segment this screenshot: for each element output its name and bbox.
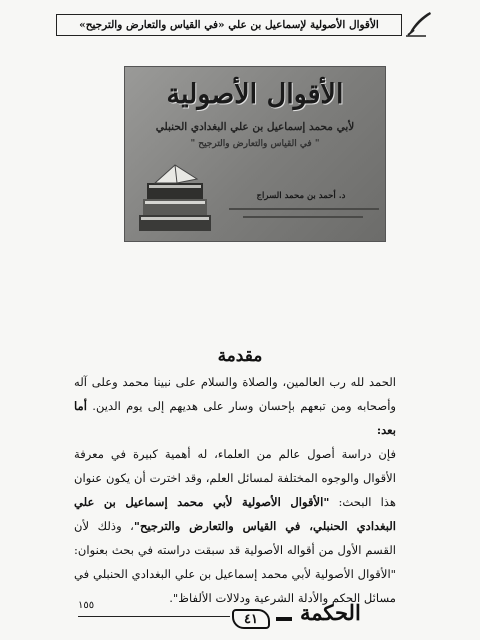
cover-title: الأقوال الأصولية: [166, 79, 344, 110]
running-header-title: الأقوال الأصولية لإسماعيل بن علي «في القياس والتعارض والترجيح»: [79, 19, 379, 31]
book-cover-image: [124, 66, 386, 242]
books-stack-icon: [135, 159, 215, 237]
research-title: "الأقوال الأصولية لأبي محمد إسماعيل بن علي البغدادي الحنبلي، في القياس والتعارض والترجيح": [74, 495, 396, 533]
issue-number-badge: [232, 609, 270, 629]
cover-author: د. أحمد بن محمد السراج: [256, 191, 346, 201]
body-text: [74, 370, 396, 610]
running-header: [56, 14, 402, 36]
cover-tagline: " في القياس والتعارض والترجيح ": [190, 139, 320, 149]
page-number: ١٥٥: [78, 600, 95, 611]
paragraph-text: فإن دراسة أصول عالم من العلماء، له أهمية كبيرة في معرفة الأقوال والوجوه المختلفة لمسائل العلم، وقد اخترت أن يكون عنوان هذا البحث:: [74, 447, 396, 509]
footer-rule: [78, 616, 230, 617]
issue-number: ٤١: [244, 611, 258, 627]
paragraph: [74, 442, 396, 610]
footer-separator: [276, 617, 292, 621]
cover-author-affiliation-line: [229, 208, 379, 210]
cover-author-affiliation-line: [243, 216, 363, 218]
paragraph: [74, 370, 396, 442]
paragraph-bold: أما بعد:: [74, 399, 396, 437]
journal-logo: الحكمة: [300, 600, 361, 625]
cover-subtitle: لأبي محمد إسماعيل بن علي البغدادي الحنبلي: [155, 121, 355, 133]
paragraph-text: ، وذلك لأن القسم الأول من أقواله الأصولية قد سبقت دراسته في بحث بعنوان: "الأقوال الأصولية لأبي محمد إسماعيل بن علي البغدادي الحنبلي في مسائل الحكم والأدلة الشرعية ودلالات الألفاظ".: [74, 519, 396, 605]
paragraph-text: الحمد لله رب العالمين، والصلاة والسلام على نبينا محمد وعلى آله وأصحابه ومن تبعهم بإحسان وسار على هديهم إلى يوم الدين.: [74, 375, 397, 413]
quill-icon: [404, 10, 434, 38]
section-heading: مقدمة: [217, 346, 263, 366]
